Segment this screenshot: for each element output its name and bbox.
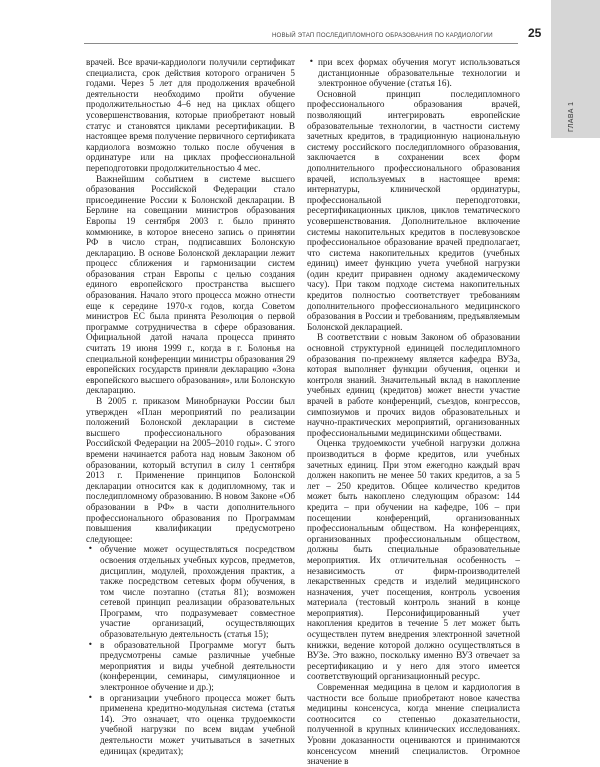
- paragraph: врачей. Все врачи-кардиологи получили сертификат специалиста, срок действия которого ограничен 5 годами. Через 5 лет для продолжения врачебной деятельности необходимо пройти обучение продолжительностью 4–6 нед на циклах общего усовершенствования, которые приобретают новый статус и становятся циклами ресертификации. В настоящее время получение первичного сертификата кардиолога возможно только после обучения в ординатуре или на циклах профессиональной переподготовки продолжительностью 4 мес.: [86, 57, 295, 173]
- list-item: • обучение может осуществляться посредством освоения отдельных учебных курсов, предметов, дисциплин, модулей, прохождения практик, а также посредством сетевых форм обучения, в том числе поэтапно (статья 81); возможен сетевой принцип реализации образовательных Программ, что подразумевает совместное участие организаций, осуществляющих образовательную деятельность (статья 15);: [86, 544, 295, 639]
- left-column: [86, 57, 295, 756]
- list-item: • в образовательной Программе могут быть предусмотрены самые различные учебные мероприятия и виды учебной деятельности (конференции, семинары, симуляционное и электронное обучение и др.);: [86, 640, 295, 693]
- right-column: [307, 57, 520, 767]
- running-header-title: НОВЫЙ ЭТАП ПОСЛЕДИПЛОМНОГО ОБРАЗОВАНИЯ ПО КАРДИОЛОГИИ: [272, 32, 493, 39]
- list-item: • при всех формах обучения могут использоваться дистанционные образовательные технологии и электронное обучение (статья 16).: [307, 57, 520, 89]
- paragraph: Важнейшим событием в системе высшего образования Российской Федерации стало присоединение России к Болонской декларации. В Берлине на совещании министров образования Европы 19 сентября 2003 г. было принято коммюнике, в которое внесено запись о принятии РФ в число стран, подписавших Болонскую декларацию. В основе Болонской декларации лежит процесс сближения и гармонизации систем образования стран Европы с целью создания единого европейского пространства высшего образования. Начало этого процесса можно отнести еще к середине 1970-х годов, когда Советом министров ЕС была принята Резолюция о первой программе сотрудничества в сфере образования. Официальной датой начала процесса принято считать 19 июня 1999 г., когда в г. Болонья на специальной конференции министры образования 29 европейских государств приняли декларацию «Зона европейского высшего образования», или Болонскую декларацию.: [86, 173, 295, 396]
- chapter-side-tab-label: ГЛАВА 1: [568, 101, 575, 132]
- bullet-list: [307, 57, 520, 89]
- header-divider: [84, 43, 518, 44]
- paragraph: В соответствии с новым Законом об образовании основной структурной единицей последипломного образования по-прежнему является кафедра ВУЗа, которая выполняет функции обучения, оценки и контроля знаний. Значительный вклад в накопление учебных единиц (кредитов) может внести участие врачей в работе конференций, съездов, конгрессов, симпозиумов и прочих видов образовательных и научно-практических мероприятий, организованных профессиональными медицинскими обществами.: [307, 332, 520, 438]
- page-number: 25: [528, 26, 542, 40]
- paragraph: В 2005 г. приказом Минобрнауки России был утвержден «План мероприятий по реализации положений Болонской декларации в системе высшего профессионального образования Российской Федерации на 2005–2010 годы». С этого времени начинается работа над новым Законом об образовании, который вступил в силу 1 сентября 2013 г. Применение принципов Болонской декларации относится как к додипломному, так и последипломному образованию. В новом Законе «Об образовании в РФ» в части дополнительного профессионального образования по Программам повышения квалификации предусмотрено следующее:: [86, 396, 295, 544]
- paragraph: Основной принцип последипломного профессионального образования врачей, позволяющий интегрировать европейские образовательные технологии, в частности систему зачетных кредитов, в традиционную национальную систему российского последипломного образования, заключается в сохранении всех форм дополнительного профессионального образования врачей, используемых в настоящее время: интернатуры, клинической ординатуры, профессиональной переподготовки, ресертификационных циклов, циклов тематического усовершенствования. Дополнительное включение системы накопительных кредитов в послевузовское профессиональное образование врачей предполагает, что система накопительных кредитов (учебных единиц) имеет функцию учета учебной нагрузки (один кредит приравнен одному академическому часу). При таком подходе система накопительных кредитов полностью соответствует требованиям дополнительного профессионального медицинского образования в России и требованиям, предъявляемым Болонской декларацией.: [307, 88, 520, 332]
- paragraph: Оценка трудоемкости учебной нагрузки должна производиться в форме кредитов, или учебных зачетных единиц. При этом ежегодно каждый врач должен накопить не менее 50 таких кредитов, а за 5 лет – 250 кредитов. Общее количество кредитов может быть накоплено следующим образом: 144 кредита – при обучении на кафедре, 106 – при посещении конференций, организованных профессиональным обществом. На конференциях, организованных профессиональным обществом, должны быть специальные образовательные мероприятия. Их отличительная особенность – независимость от фирм-производителей лекарственных средств и изделий медицинского назначения, учет посещения, контроль усвоения материала (тестовый контроль знаний в конце мероприятия). Персонифицированный учет накопления кредитов в течение 5 лет может быть осуществлен путем внедрения электронной зачетной книжки, ведение которой должно осуществляться в ВУЗе. Это важно, поскольку именно ВУЗ отвечает за ресертификацию и у него для этого имеется соответствующий организационный ресурс.: [307, 438, 520, 682]
- list-item: • в организации учебного процесса может быть применена кредитно-модульная система (статья 14). Это означает, что оценка трудоемкости учебной нагрузки по всем видам учебной деятельности может учитываться в зачетных единицах (кредитах);: [86, 693, 295, 757]
- bullet-list: [86, 544, 295, 756]
- paragraph: Современная медицина в целом и кардиология в частности все больше приобретают новое качества медицины консенсуса, когда мнение специалиста соотносится со степенью доказательности, полученной в крупных клинических исследованиях. Уровни доказанности оцениваются и принимаются консенсусом мнений специалистов. Огромное значение в: [307, 682, 520, 767]
